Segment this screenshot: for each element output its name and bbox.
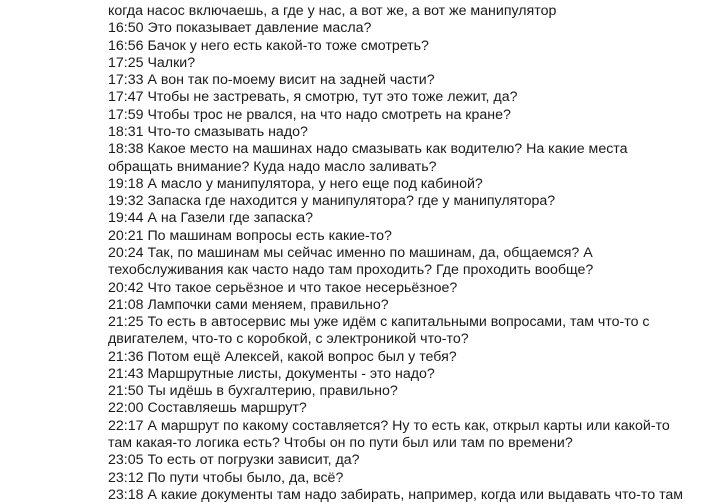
transcript-line: 19:44 А на Газели где запаска? — [108, 210, 314, 227]
transcript-line: 21:50 Ты идёшь в бухгалтерию, правильно? — [108, 383, 398, 400]
transcript-line: 22:17 А маршрут по какому составляется? Ну то есть как, открыл карты или какой-то — [108, 417, 670, 434]
transcript-line: 20:24 Так, по машинам мы сейчас именно по машинам, да, общаемся? А — [108, 244, 593, 261]
transcript-line: 21:08 Лампочки сами меняем, правильно? — [108, 296, 389, 313]
transcript-line: 20:42 Что такое серьёзное и что такое несерьёзное? — [108, 279, 458, 296]
transcript-line: 21:43 Маршрутные листы, документы - это надо? — [108, 365, 435, 382]
transcript-line: 17:33 А вон так по-моему висит на задней части? — [108, 72, 435, 89]
transcript-line: 16:50 Это показывает давление масла? — [108, 20, 372, 37]
transcript-line: 23:05 То есть от погрузки зависит, да? — [108, 452, 360, 469]
transcript-line: 19:32 Запаска где находится у манипулятора? где у манипулятора? — [108, 193, 556, 210]
transcript-line: 18:38 Какое место на машинах надо смазывать как водителю? На какие места — [108, 141, 628, 158]
transcript-line: 19:18 А масло у манипулятора, у него еще под кабиной? — [108, 175, 483, 192]
transcript-line: 23:18 А какие документы там надо забирать, например, когда или выдавать что-то там — [108, 486, 684, 503]
transcript-line: 22:00 Составляешь маршрут? — [108, 400, 307, 417]
transcript-line: 17:59 Чтобы трос не рвался, на что надо смотреть на кране? — [108, 106, 511, 123]
transcript-line: 21:36 Потом ещё Алексей, какой вопрос был у тебя? — [108, 348, 457, 365]
transcript-line: 23:12 По пути чтобы было, да, всё? — [108, 469, 344, 486]
page-top-edge — [0, 0, 720, 3]
transcript-line: двигателем, что-то с коробкой, с электроникой что-то? — [108, 331, 469, 348]
transcript-line: 17:47 Чтобы не застревать, я смотрю, тут это тоже лежит, да? — [108, 89, 518, 106]
transcript-line: 20:21 По машинам вопросы есть какие-то? — [108, 227, 392, 244]
transcript-line: 21:25 То есть в автосервис мы уже идём с капитальными вопросами, там что-то с — [108, 314, 650, 331]
transcript-line: 16:56 Бачок у него есть какой-то тоже смотреть? — [108, 37, 429, 54]
transcript-line: когда насос включаешь, а где у нас, а вот же, а вот же манипулятор — [108, 3, 557, 19]
transcript-line: обращать внимание? Куда надо масло заливать? — [108, 158, 437, 175]
transcript-line: техобслуживания как часто надо там проходить? Где проходить вообще? — [108, 262, 594, 279]
transcript-line: 17:25 Чалки? — [108, 54, 196, 71]
document-body[interactable] — [108, 3, 718, 504]
transcript-line: 18:31 Что-то смазывать надо? — [108, 123, 308, 140]
transcript-line: там какая-то логика есть? Чтобы он по пути был или там по времени? — [108, 435, 573, 452]
